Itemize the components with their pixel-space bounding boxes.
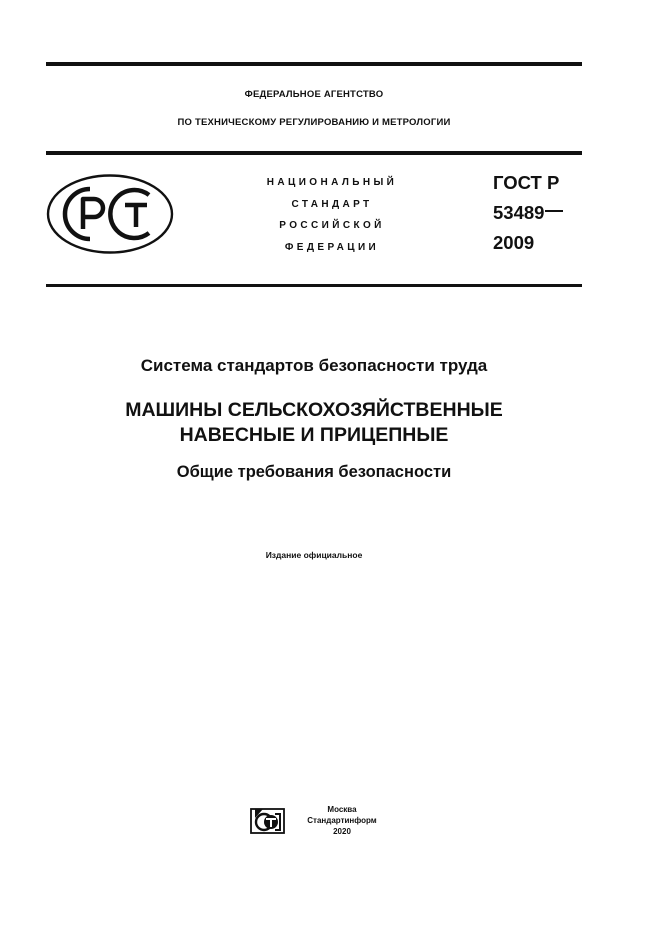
agency-name-line2: ПО ТЕХНИЧЕСКОМУ РЕГУЛИРОВАНИЮ И МЕТРОЛОГИИ <box>177 117 451 128</box>
header-divider-rule <box>46 151 582 155</box>
gost-prefix: ГОСТ Р <box>493 172 560 193</box>
publisher-info <box>297 804 387 837</box>
agency-name-line1: ФЕДЕРАЛЬНОЕ АГЕНТСТВО <box>244 89 384 100</box>
standartinform-logo-icon <box>250 806 286 836</box>
publication-year: 2020 <box>333 827 351 836</box>
gost-dash <box>545 210 563 212</box>
document-title-line2: НАВЕСНЫЕ И ПРИЦЕПНЫЕ <box>179 424 449 446</box>
national-standard-line3: РОССИЙСКОЙ <box>279 220 385 231</box>
gost-designation <box>493 168 563 258</box>
document-subtitle: Общие требования безопасности <box>176 463 452 481</box>
gost-number-line <box>493 198 563 228</box>
edition-note: Издание официальное <box>265 550 363 560</box>
publisher-name: Стандартинформ <box>307 816 377 825</box>
standards-system-name: Система стандартов безопасности труда <box>140 356 488 375</box>
rst-certification-emblem-icon <box>46 173 174 255</box>
national-standard-label <box>232 172 432 258</box>
standard-block-bottom-rule <box>46 284 582 287</box>
document-title-line1: МАШИНЫ СЕЛЬСКОХОЗЯЙСТВЕННЫЕ <box>125 399 503 421</box>
national-standard-line2: СТАНДАРТ <box>291 198 373 210</box>
national-standard-line4: ФЕДЕРАЦИИ <box>284 241 380 253</box>
publisher-city: Москва <box>327 805 357 814</box>
gost-number: 53489 <box>493 202 545 223</box>
document-title <box>46 398 582 448</box>
top-rule <box>46 62 582 66</box>
gost-year: 2009 <box>493 232 535 253</box>
national-standard-line1: НАЦИОНАЛЬНЫЙ <box>266 177 398 188</box>
